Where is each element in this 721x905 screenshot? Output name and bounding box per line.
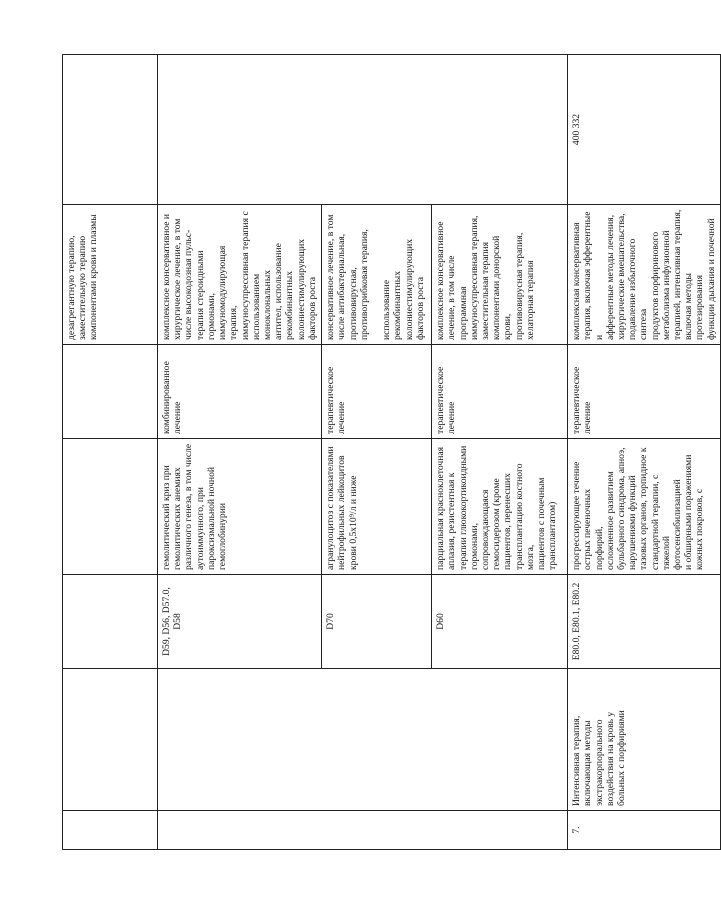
cell-codes: D59, D56, D57.0, D58 — [158, 575, 322, 669]
cell-codes: D70 — [322, 575, 432, 669]
cell-name — [63, 669, 158, 811]
cell-method: комплексное консервативное лечение, в том числе программная иммуносупрессивная терапия, заместительная терапия компонентами донорской крови, противовирусная терапия, хелаторная терапия — [432, 205, 568, 345]
cell-method: комплексное консервативное и хирургическое лечение, в том числе высокодозная пульс- терапия стероидными гормонами, иммуномодулирующая терапия, иммуносупрессивная терапия с использованием моноклональных антител, использование рекомбинантных колониестимулирующих факторов роста — [158, 205, 322, 345]
cell-type: комбинированное лечение — [158, 345, 322, 439]
cell-type: терапевтическое лечение — [322, 345, 432, 439]
table-row — [568, 55, 721, 850]
cell-price — [63, 55, 158, 205]
cell-model: парциальная красноклеточная аплазия, резистентная к терапии глюкокортикоидными гормонами, сопровождающаяся гемосидерозом (кроме пациентов, перенесших трансплантацию костного мозга, пациентов с почечным трансплантатом) — [432, 439, 568, 575]
cell-name — [158, 669, 568, 811]
cell-model: прогрессирующее течение острых печеночных порфирий, осложненное развитием бульбарного синдрома, апноэ, нарушениями функций тазовых органов, торпидное к стандартной терапии, с тяжелой фотосенсибилизацией и обширными поражениями кожных покровов, с — [568, 439, 721, 575]
rotated-page — [62, 55, 717, 850]
cell-codes — [63, 575, 158, 669]
cell-codes: E80.0, E80.1, E80.2 — [568, 575, 721, 669]
cell-number: 7. — [568, 811, 721, 850]
cell-method: дезагрегантную терапию, заместительную терапию компонентами крови и плазмы — [63, 205, 158, 345]
cell-method: консервативное лечение, в том числе антибактериальная, противовирусная, противогрибковая терапия, использование рекомбинантных колониестимулирующих факторов роста — [322, 205, 432, 345]
cell-number — [63, 811, 158, 850]
cell-price: 400 332 — [568, 55, 721, 205]
cell-type: терапевтическое лечение — [568, 345, 721, 439]
cell-name: Интенсивная терапия, включающая методы экстракорпорального воздействия на кровь у больных с порфириями — [568, 669, 721, 811]
table-row — [63, 55, 158, 850]
medical-care-table — [62, 54, 721, 850]
cell-number — [158, 811, 568, 850]
cell-codes: D60 — [432, 575, 568, 669]
cell-price — [158, 55, 568, 205]
cell-method: комплексная консервативная терапия, включая эфферентные и афферентные методы лечения, хирургические вмешательства, подавление избыточного синтеза продуктов порфиринового метаболизма инфузионной терапией, интенсивная терапия, включая методы протезирования функции дыхания и почечной — [568, 205, 721, 345]
cell-type — [63, 345, 158, 439]
cell-model: агранулоцитоз с показателями нейтрофильных лейкоцитов крови 0,5x10⁹/л и ниже — [322, 439, 432, 575]
table-row — [158, 55, 322, 850]
cell-model — [63, 439, 158, 575]
cell-type: терапевтическое лечение — [432, 345, 568, 439]
cell-model: гемолитический криз при гемолитических анемиях различного генеза, в том числе аутоиммунного, при пароксизмальной ночной гемоглобинурии — [158, 439, 322, 575]
